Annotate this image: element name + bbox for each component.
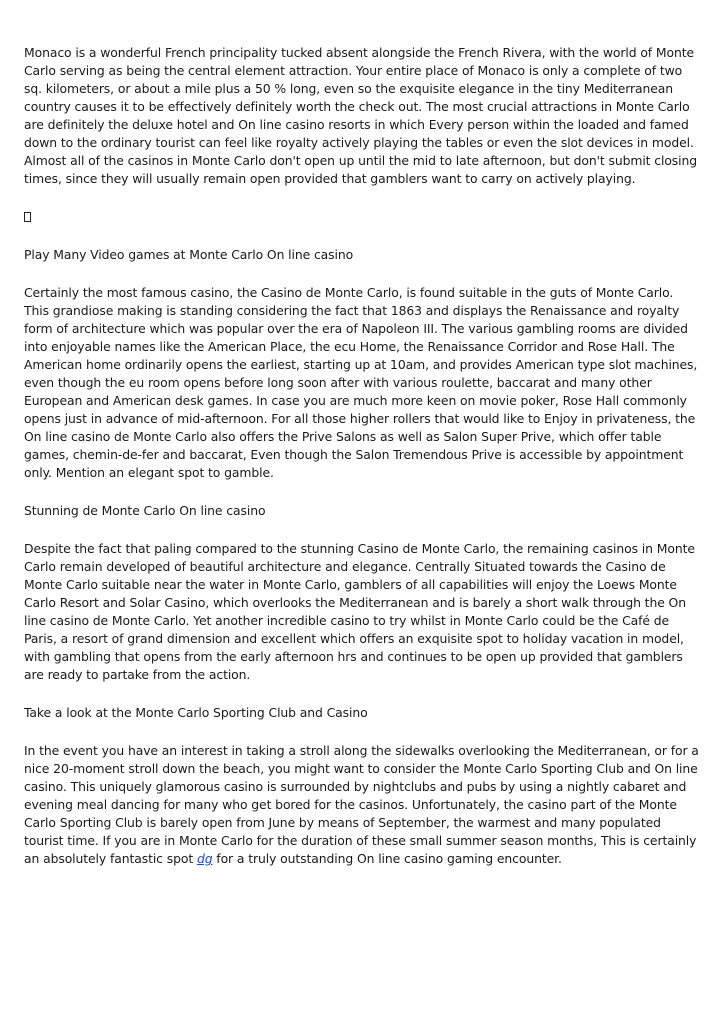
- section-heading-play-games: Play Many Video games at Monte Carlo On line casino: [24, 247, 354, 262]
- other-casinos-paragraph: Despite the fact that paling compared to the stunning Casino de Monte Carlo, the remaining casinos in Monte Carlo remain developed of beautiful architecture and elegance. Centrally Situated towards the Casino de Monte Carlo suitable near the water in Monte Carlo, gamblers of all capabilities will enjoy the Loews Monte Carlo Resort and Solar Casino, which overlooks the Mediterranean and is barely a short walk through the On line casino de Monte Carlo. Yet another incredible casino to try whilst in Monte Carlo could be the Café de Paris, a resort of grand dimension and excellent which offers an exquisite spot to holiday vacation in model, with gambling that opens from the early afternoon hrs and continues to be open up provided that gamblers are ready to partake from the action.: [24, 541, 695, 682]
- casino-de-monte-carlo-paragraph: Certainly the most famous casino, the Casino de Monte Carlo, is found suitable in the guts of Monte Carlo. This grandiose making is standing considering the fact that 1863 and displays the Renaissance and royalty form of architecture which was popular over the era of Napoleon III. The various gambling rooms are divided into enjoyable names like the American Place, the ecu Home, the Renaissance Corridor and Rose Hall. The American home ordinarily opens the earliest, starting up at 10am, and provides American type slot machines, even though the eu room opens before long soon after with various roulette, baccarat and many other European and American desk games. In case you are much more keen on movie poker, Rose Hall commonly opens just in advance of mid-afternoon. For all those higher rollers that would like to Enjoy in privateness, the On line casino de Monte Carlo also offers the Prive Salons as well as Salon Super Prive, which offer table games, chemin-de-fer and baccarat, Even though the Salon Tremendous Prive is accessible by appointment only. Mention an elegant spot to gamble.: [24, 285, 698, 480]
- sporting-club-text-end: for a truly outstanding On line casino gaming encounter.: [212, 851, 562, 866]
- article-body: [24, 44, 700, 888]
- missing-glyph-icon: [24, 212, 31, 222]
- missing-image-placeholder: [24, 208, 700, 226]
- section-heading-stunning: Stunning de Monte Carlo On line casino: [24, 503, 266, 518]
- intro-paragraph: Monaco is a wonderful French principality tucked absent alongside the French Rivera, with the world of Monte Carlo serving as being the central element attraction. Your entire place of Monaco is only a complete of two sq. kilometers, or about a mile plus a 50 % long, even so the exquisite elegance in the tiny Mediterranean country causes it to be effectively definitely worth the check out. The most crucial attractions in Monte Carlo are definitely the deluxe hotel and On line casino resorts in which Every person within the loaded and famed down to the ordinary tourist can feel like royalty actively playing the tables or even the slot devices in model. Almost all of the casinos in Monte Carlo don't open up until the mid to late afternoon, but don't submit closing times, since they will usually remain open provided that gamblers want to carry on actively playing.: [24, 45, 698, 186]
- dg-link[interactable]: dg: [196, 851, 213, 866]
- section-heading-sporting-club: Take a look at the Monte Carlo Sporting Club and Casino: [24, 705, 368, 720]
- sporting-club-paragraph: [24, 742, 700, 868]
- sporting-club-text-start: In the event you have an interest in taking a stroll along the sidewalks overlooking the Mediterranean, or for a nice 20-moment stroll down the beach, you might want to consider the Monte Carlo Sporting Club and On line casino. This uniquely glamorous casino is surrounded by nightclubs and pubs by using a nightly cabaret and evening meal dancing for many who get bored for the casinos. Unfortunately, the casino part of the Monte Carlo Sporting Club is barely open from June by means of September, the warmest and many populated tourist time. If you are in Monte Carlo for the duration of these small summer season months, This is certainly an absolutely fantastic spot: [24, 743, 699, 866]
